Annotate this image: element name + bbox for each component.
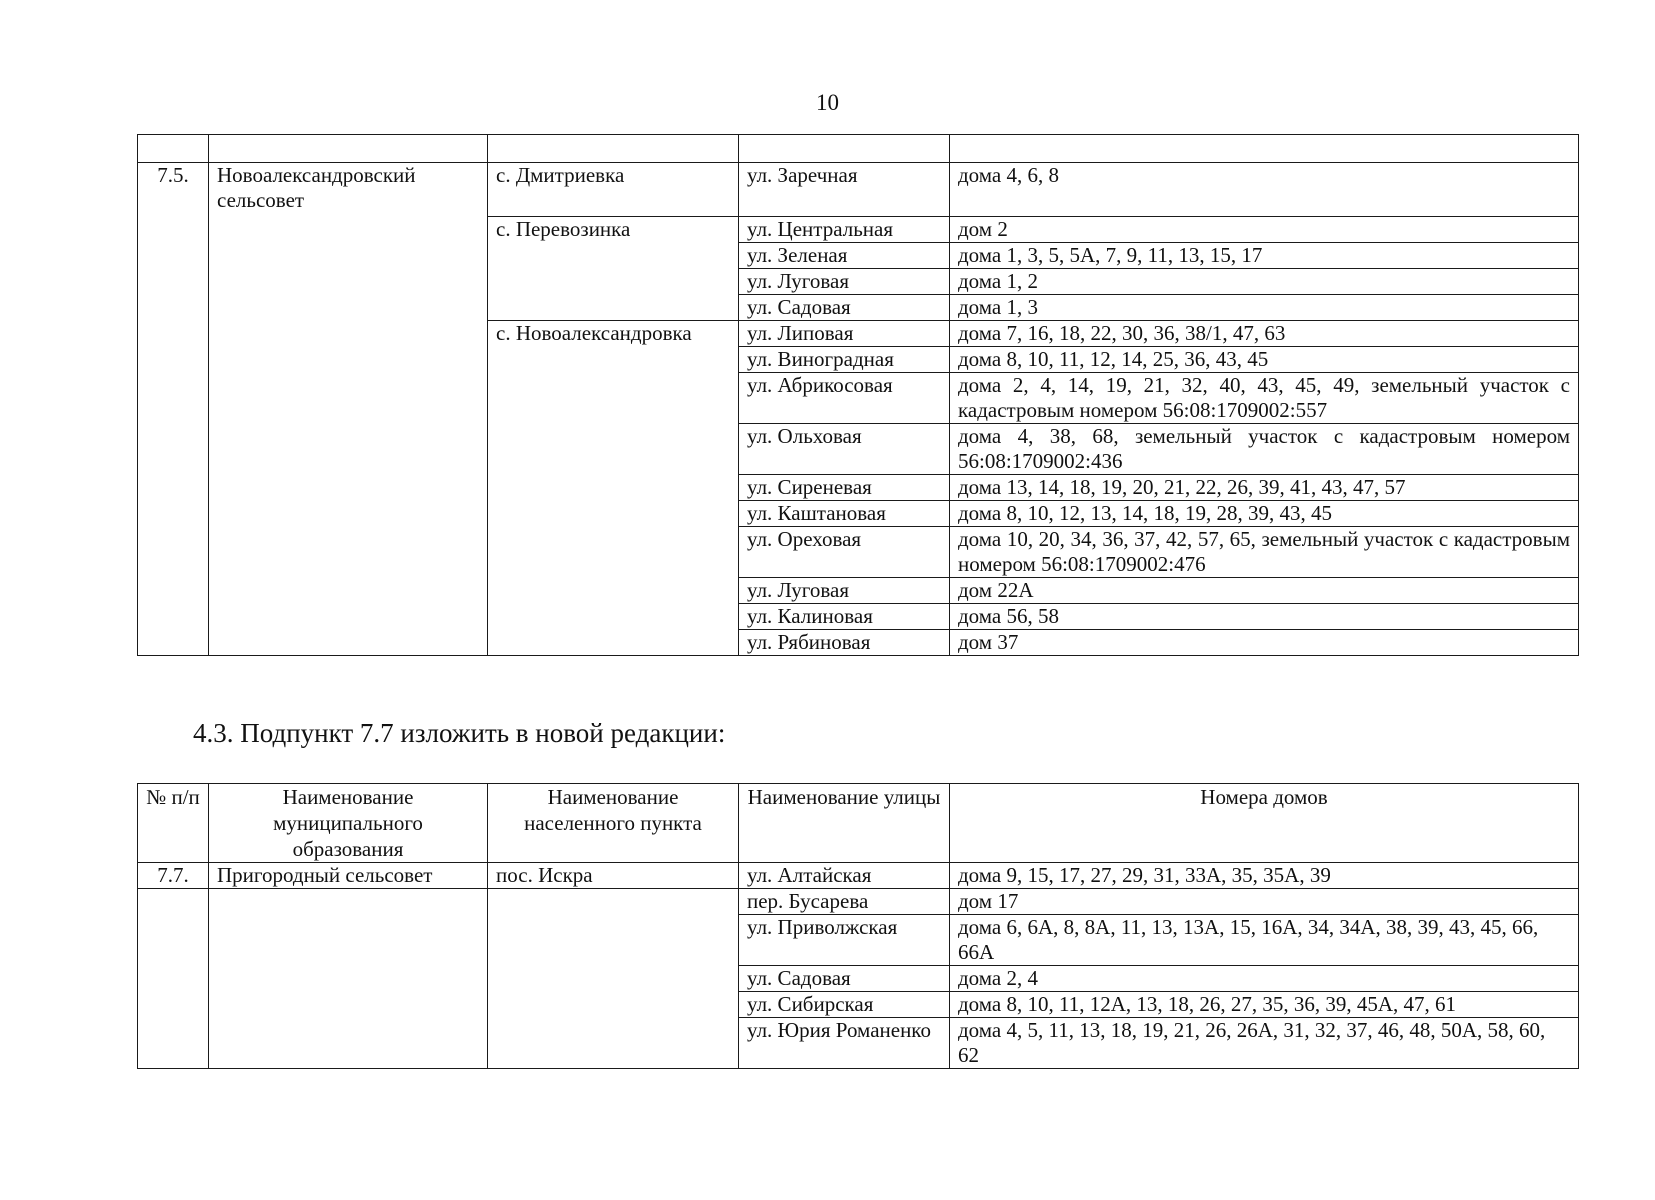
street-name: ул. Сибирская <box>739 992 950 1018</box>
house-numbers: дома 8, 10, 11, 12А, 13, 18, 26, 27, 35, 36, 39, 45А, 47, 61 <box>950 992 1579 1018</box>
street-name: ул. Алтайская <box>739 863 950 889</box>
table-row <box>138 163 1579 217</box>
settlement-name: с. Перевозинка <box>488 217 739 321</box>
header-houses: Номера домов <box>950 784 1579 863</box>
street-name: ул. Калиновая <box>739 604 950 630</box>
house-numbers: дома 1, 2 <box>950 269 1579 295</box>
house-numbers: дома 8, 10, 12, 13, 14, 18, 19, 28, 39, 43, 45 <box>950 501 1579 527</box>
house-numbers: дом 2 <box>950 217 1579 243</box>
house-numbers: дома 2, 4, 14, 19, 21, 32, 40, 43, 45, 49, земельный участок с кадастровым номером 56:08:1709002:557 <box>950 373 1579 424</box>
section-heading: 4.3. Подпункт 7.7 изложить в новой редакции: <box>193 718 726 748</box>
street-name: ул. Заречная <box>739 163 950 217</box>
street-name: ул. Луговая <box>739 578 950 604</box>
header-settlement: Наименование населенного пункта <box>488 784 739 863</box>
house-numbers: дома 13, 14, 18, 19, 20, 21, 22, 26, 39, 41, 43, 47, 57 <box>950 475 1579 501</box>
header-street: Наименование улицы <box>739 784 950 863</box>
house-numbers: дом 37 <box>950 630 1579 656</box>
house-numbers: дом 17 <box>950 889 1579 915</box>
street-name: ул. Рябиновая <box>739 630 950 656</box>
street-name: ул. Центральная <box>739 217 950 243</box>
street-name: ул. Липовая <box>739 321 950 347</box>
settlements-table-7-5 <box>137 134 1579 656</box>
row-number: 7.7. <box>138 863 209 889</box>
table-row <box>138 863 1579 889</box>
page-number: 10 <box>816 90 839 115</box>
street-name: ул. Садовая <box>739 966 950 992</box>
settlements-table-7-7 <box>137 783 1579 1069</box>
municipality-name: Новоалександровский сельсовет <box>209 163 488 656</box>
header-municipality: Наименование муниципального образования <box>209 784 488 863</box>
street-name: ул. Садовая <box>739 295 950 321</box>
house-numbers: дома 10, 20, 34, 36, 37, 42, 57, 65, земельный участок с кадастровым номером 56:08:1709002:476 <box>950 527 1579 578</box>
street-name: ул. Приволжская <box>739 915 950 966</box>
house-numbers: дома 4, 5, 11, 13, 18, 19, 21, 26, 26А, 31, 32, 37, 46, 48, 50А, 58, 60, 62 <box>950 1018 1579 1069</box>
table-header-row <box>138 784 1579 863</box>
house-numbers: дома 6, 6А, 8, 8А, 11, 13, 13А, 15, 16А, 34, 34А, 38, 39, 43, 45, 66, 66А <box>950 915 1579 966</box>
house-numbers: дома 7, 16, 18, 22, 30, 36, 38/1, 47, 63 <box>950 321 1579 347</box>
house-numbers: дома 1, 3, 5, 5А, 7, 9, 11, 13, 15, 17 <box>950 243 1579 269</box>
street-name: ул. Абрикосовая <box>739 373 950 424</box>
street-name: ул. Зеленая <box>739 243 950 269</box>
table-row <box>138 889 1579 915</box>
house-numbers: дома 56, 58 <box>950 604 1579 630</box>
street-name: ул. Юрия Романенко <box>739 1018 950 1069</box>
house-numbers: дома 4, 6, 8 <box>950 163 1579 217</box>
row-number: 7.5. <box>138 163 209 656</box>
settlement-name: пос. Искра <box>488 863 739 889</box>
house-numbers: дома 1, 3 <box>950 295 1579 321</box>
house-numbers: дома 8, 10, 11, 12, 14, 25, 36, 43, 45 <box>950 347 1579 373</box>
settlement-name: с. Дмитриевка <box>488 163 739 217</box>
house-numbers: дома 2, 4 <box>950 966 1579 992</box>
table-continuation-row <box>138 135 1579 163</box>
street-name: ул. Каштановая <box>739 501 950 527</box>
house-numbers: дома 4, 38, 68, земельный участок с кадастровым номером 56:08:1709002:436 <box>950 424 1579 475</box>
house-numbers: дома 9, 15, 17, 27, 29, 31, 33А, 35, 35А, 39 <box>950 863 1579 889</box>
street-name: ул. Ольховая <box>739 424 950 475</box>
header-number: № п/п <box>138 784 209 863</box>
street-name: пер. Бусарева <box>739 889 950 915</box>
street-name: ул. Луговая <box>739 269 950 295</box>
street-name: ул. Ореховая <box>739 527 950 578</box>
street-name: ул. Сиреневая <box>739 475 950 501</box>
settlement-name: с. Новоалександровка <box>488 321 739 656</box>
house-numbers: дом 22А <box>950 578 1579 604</box>
street-name: ул. Виноградная <box>739 347 950 373</box>
municipality-name: Пригородный сельсовет <box>209 863 488 889</box>
